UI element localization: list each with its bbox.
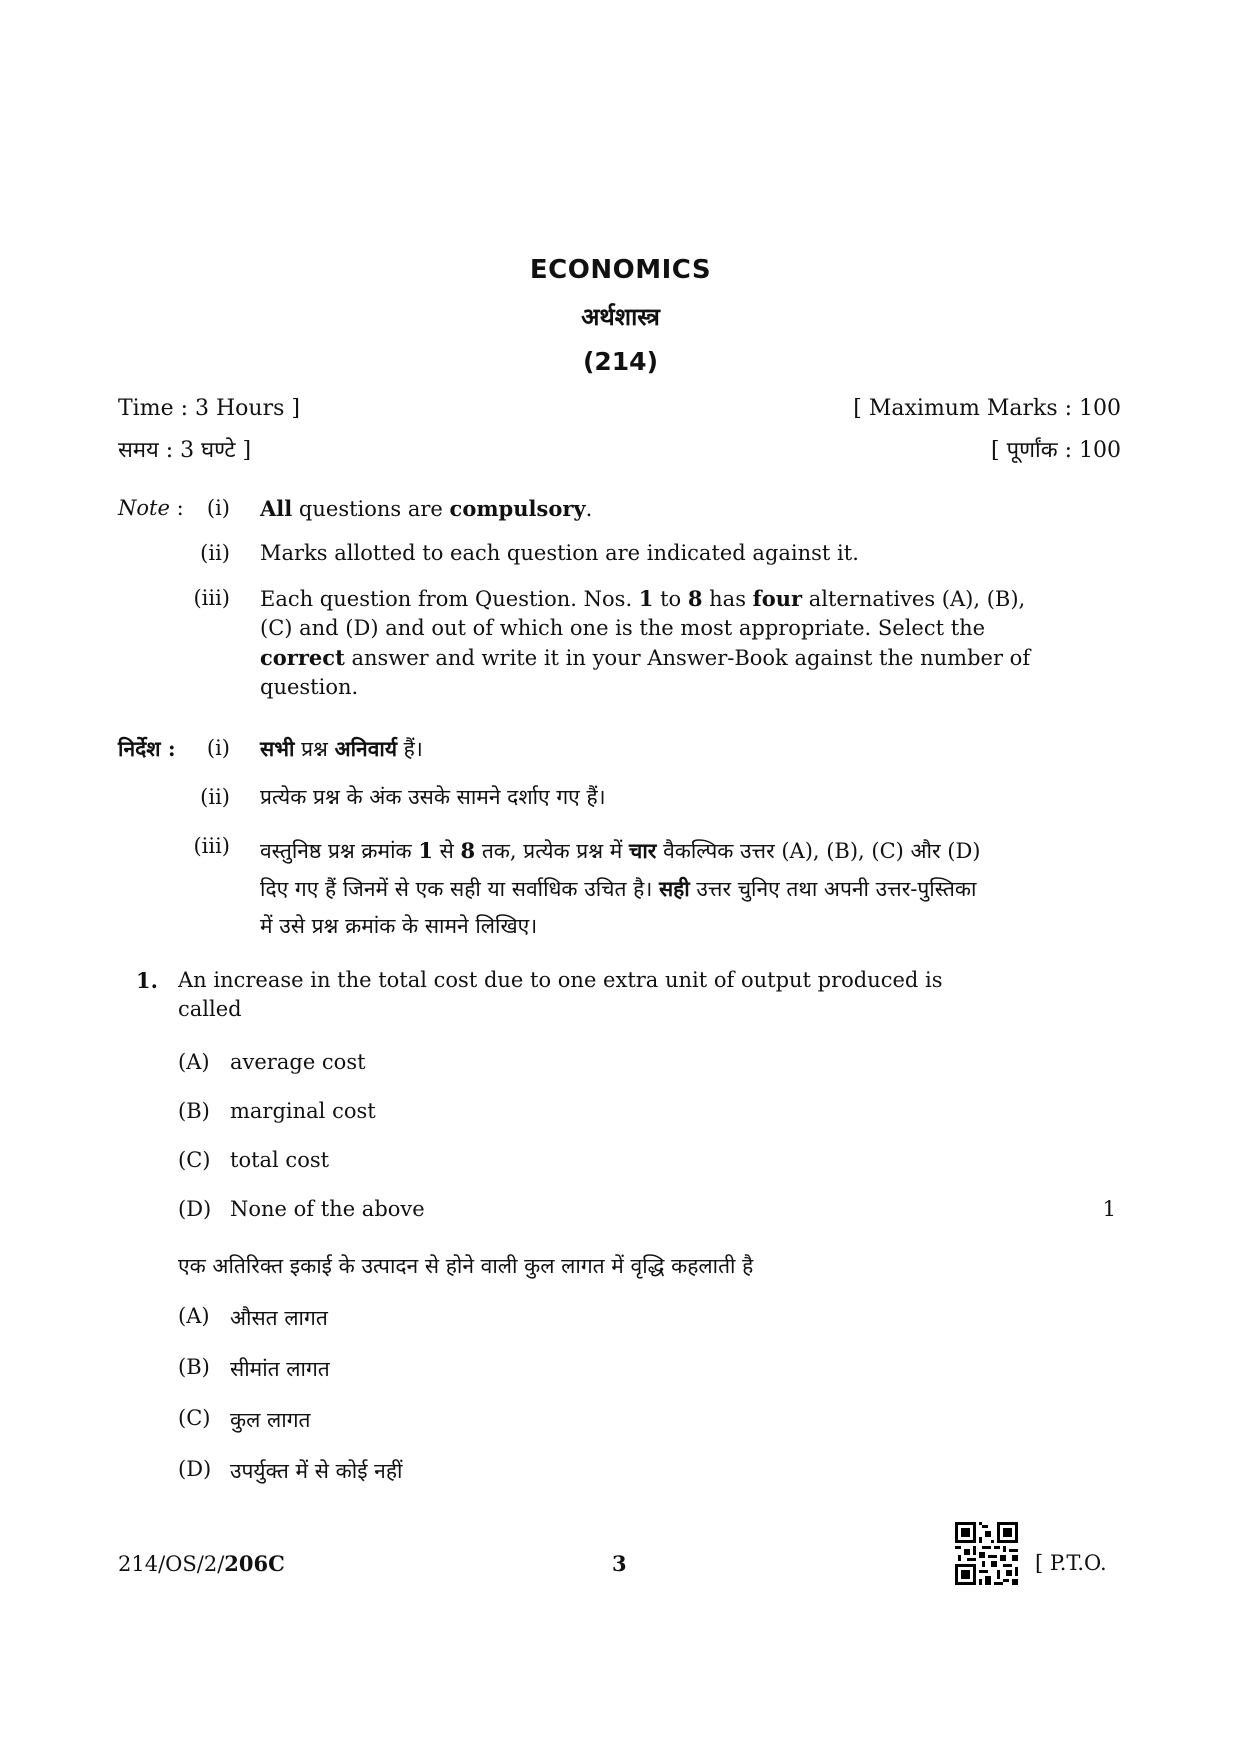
question-marks: 1 [1102, 1197, 1116, 1221]
note-hi-num-3: (iii) [193, 834, 230, 858]
note-hi-num-1: (i) [206, 736, 230, 760]
note-hi-item-2: प्रत्येक प्रश्न के अंक उसके सामने दर्शाए गए हैं। [260, 785, 606, 809]
note-hi-num-2: (ii) [200, 785, 230, 809]
option-d-text-hi: उपर्युक्त में से कोई नहीं [230, 1459, 403, 1483]
option-a-text-hi: औसत लागत [230, 1306, 328, 1330]
option-d-label-en: (D) [178, 1197, 212, 1221]
option-b-text-hi: सीमांत लागत [230, 1357, 330, 1381]
option-c-text-hi: कुल लागत [230, 1408, 311, 1432]
question-number: 1. [136, 968, 158, 993]
time-en: Time : 3 Hours ] [118, 396, 300, 421]
qr-code-icon [955, 1522, 1018, 1585]
subject-title-hi: अर्थशास्त्र [581, 302, 660, 331]
time-hi: समय : 3 घण्टे ] [118, 438, 252, 463]
note-label: Note : [118, 496, 184, 520]
note-en-item-2: Marks allotted to each question are indicated against it. [260, 541, 859, 565]
option-d-text-en: None of the above [230, 1197, 425, 1221]
note-hi-item-1: सभी प्रश्न अनिवार्य हैं। [260, 736, 423, 761]
option-b-label-hi: (B) [178, 1355, 210, 1379]
question-text-en: An increase in the total cost due to one extra unit of output produced is called [178, 968, 943, 1021]
note-hi-label: निर्देश : [118, 736, 176, 761]
note-en-num-3: (iii) [193, 586, 230, 610]
note-en-num-2: (ii) [200, 541, 230, 565]
subject-code: (214) [582, 347, 659, 376]
note-hi-item-3: वस्तुनिष्ठ प्रश्न क्रमांक 1 से 8 तक, प्रत्येक प्रश्न में चार वैकल्पिक उत्तर (A), (B), (C) और (D) दिए गए हैं जिनमें से एक सही या सर्वाधिक उचित है। सही उत्तर चुनिए तथा अपनी उत्तर-पुस्तिका में उसे प्रश्न क्रमांक के सामने लिखिए। [260, 838, 981, 938]
question-text-hi: एक अतिरिक्त इकाई के उत्पादन से होने वाली कुल लागत में वृद्धि कहलाती है [178, 1254, 754, 1278]
max-marks-hi: [ पूर्णांक : 100 [991, 438, 1121, 463]
note-en-item-1: All questions are compulsory. [260, 496, 593, 521]
subject-title-en: ECONOMICS [529, 255, 712, 285]
option-d-label-hi: (D) [178, 1457, 212, 1481]
option-c-label-hi: (C) [178, 1406, 211, 1430]
max-marks-en: [ Maximum Marks : 100 [853, 396, 1121, 421]
note-en-num-1: (i) [206, 496, 230, 520]
note-en-item-3: Each question from Question. Nos. 1 to 8 has four alternatives (A), (B), (C) and (D) and out of which one is the most appropriate. Select the correct answer and write it in your Answer-Book against the number of question. [260, 586, 1031, 699]
option-b-text-en: marginal cost [230, 1099, 376, 1123]
option-a-label-en: (A) [178, 1050, 210, 1074]
option-a-text-en: average cost [230, 1050, 366, 1074]
page-number: 3 [612, 1551, 627, 1576]
option-a-label-hi: (A) [178, 1304, 210, 1328]
option-c-label-en: (C) [178, 1148, 211, 1172]
pto-label: [ P.T.O. [1035, 1551, 1107, 1575]
option-c-text-en: total cost [230, 1148, 330, 1172]
paper-code: 214/OS/2/206C [118, 1551, 285, 1576]
option-b-label-en: (B) [178, 1099, 210, 1123]
